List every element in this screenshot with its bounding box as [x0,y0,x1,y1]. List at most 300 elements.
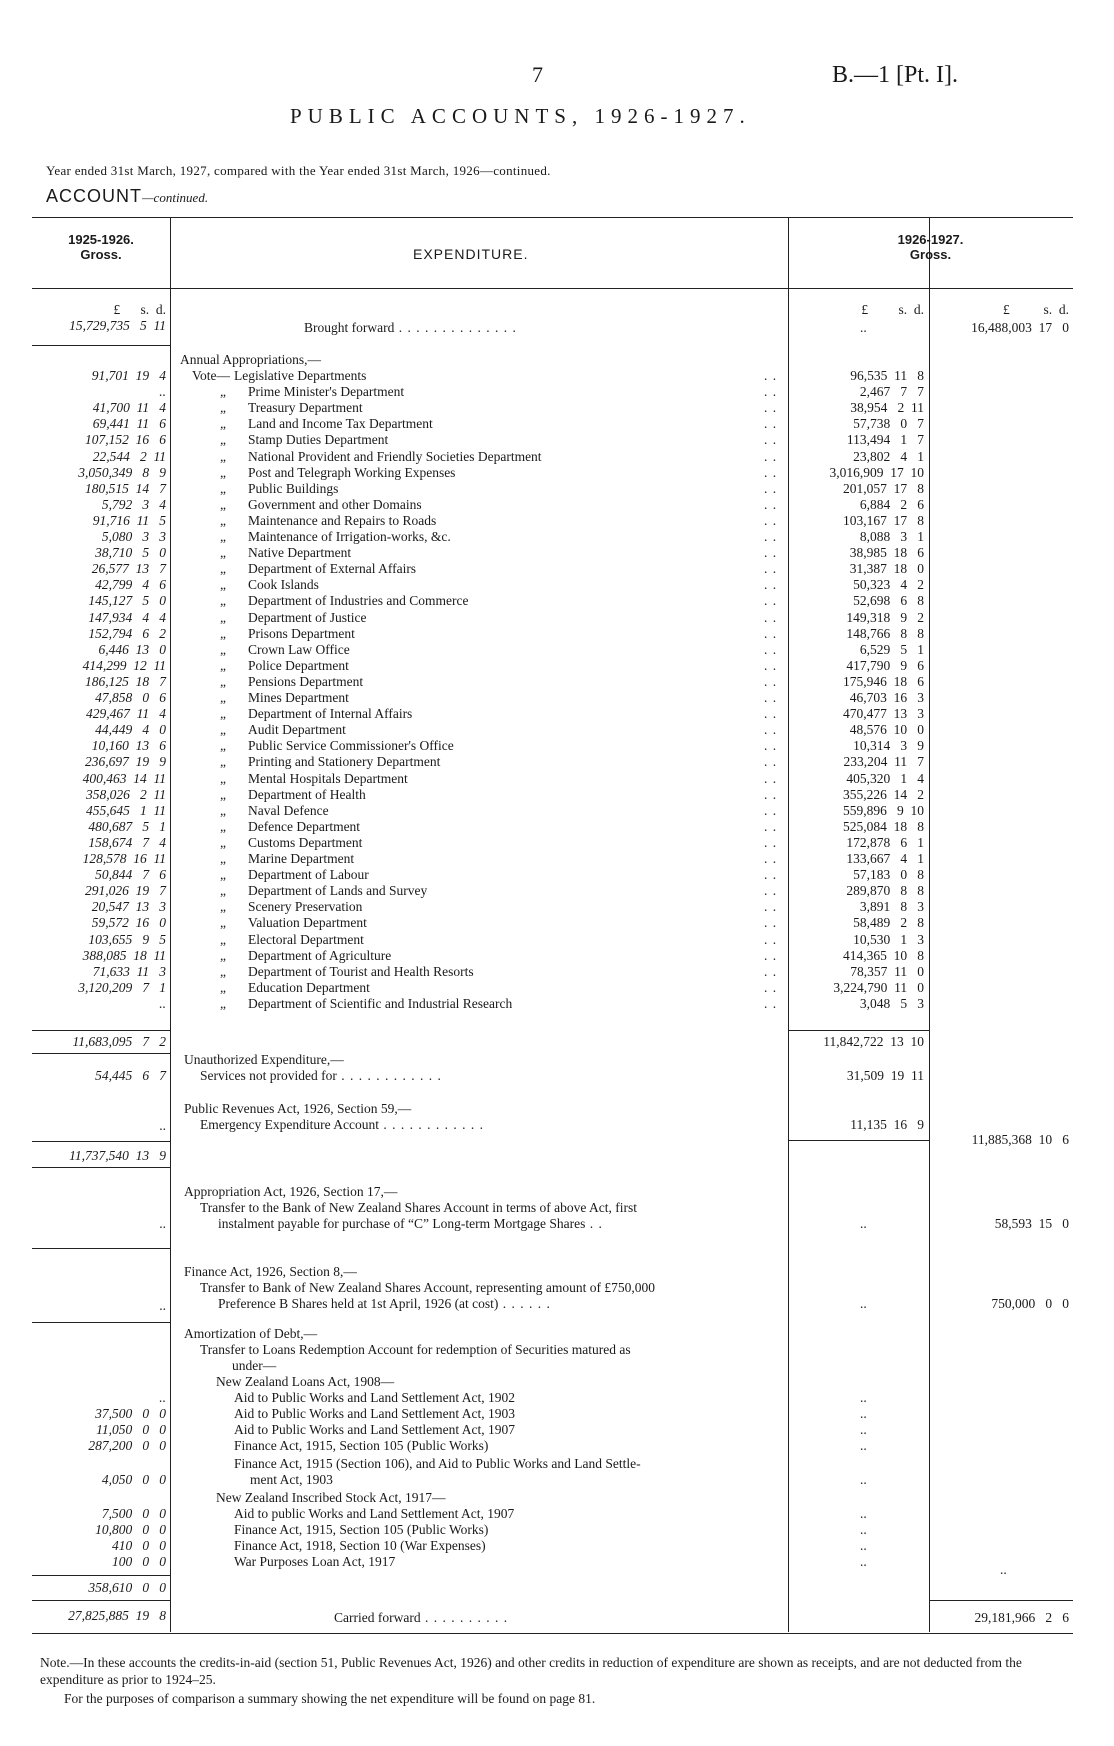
rule [788,1030,929,1031]
pra-cur: 11,135 16 9 [850,1117,924,1132]
finance-prev: .. [159,1298,166,1313]
leader-dots: . . [764,787,778,802]
amortization-prev-amount: 10,800 0 0 [95,1522,166,1537]
vote-prev-amount: 59,572 16 0 [91,915,166,930]
vote-label: Prime Minister's Department [248,384,405,399]
vote-label: Maintenance of Irrigation-works, &c. [248,529,451,544]
vote-prefix: Vote— [192,368,231,383]
account-heading [46,186,208,207]
vote-label: Valuation Department [248,915,367,930]
vote-cur-amount: 6,529 5 1 [859,642,924,657]
vote-cur-amount: 48,576 10 0 [849,722,924,737]
brought-forward-c2: 16,488,003 17 0 [971,320,1069,335]
vote-prev-amount: 3,120,209 7 1 [78,980,166,995]
vote-cur-amount: 289,870 8 8 [846,883,924,898]
carried-forward-text: Carried forward [334,1610,421,1625]
amortization-cur-amount: .. [860,1522,867,1537]
column-heading-1925-gross: Gross. [80,247,122,262]
vote-prev-amount: 91,701 19 4 [91,368,166,383]
vote-prefix: „ [220,384,226,399]
vote-cur-amount: 57,183 0 8 [853,867,924,882]
rule [32,1030,170,1031]
appropriation-c1: .. [860,1216,867,1231]
vote-cur-amount: 414,365 10 8 [843,948,924,963]
amortization-label: Aid to public Works and Land Settlement Act, 1907 [234,1506,515,1521]
vote-prefix: „ [220,690,226,705]
note-summary: For the purposes of comparison a summary showing the net expenditure will be found on page 81. [64,1691,596,1706]
vote-prev-amount: .. [159,996,166,1011]
vote-prev-amount: 69,441 11 6 [92,416,166,431]
appropriation-line2-text: instalment payable for purchase of “C” Long-term Mortgage Shares [218,1216,586,1231]
vote-prev-amount: 50,844 7 6 [95,867,166,882]
pra-prev: .. [159,1118,166,1133]
vote-label: Post and Telegraph Working Expenses [248,465,456,480]
vote-prefix: „ [220,593,226,608]
vote-cur-amount: 172,878 6 1 [846,835,924,850]
vote-label: Maintenance and Repairs to Roads [248,513,437,528]
vote-prefix: „ [220,481,226,496]
vote-prefix: „ [220,610,226,625]
amortization-line1: Transfer to Loans Redemption Account for redemption of Securities matured as [200,1342,631,1357]
vote-prev-amount: 42,799 4 6 [95,577,166,592]
vote-label: Police Department [248,658,349,673]
vote-label: Stamp Duties Department [248,432,389,447]
vote-label: Crown Law Office [248,642,350,657]
vote-prefix: „ [220,851,226,866]
vote-prev-amount: 41,700 11 4 [92,400,166,415]
vote-prev-amount: 20,547 13 3 [91,899,166,914]
leader-dots: . . [764,899,778,914]
unauthorized-label: Services not provided for . . . . . . . . . . . . [200,1068,442,1083]
note-credits-in-aid: Note.—In these accounts the credits-in-aid (section 51, Public Revenues Act, 1926) and other credits in reduction of expenditure are shown as receipts, and are not deducted from the expenditure as prior to 1924–25. [40,1655,1022,1687]
amortization-prev-amount: 287,200 0 0 [88,1438,166,1453]
vote-label: Customs Department [248,835,363,850]
vote-label: Department of External Affairs [248,561,417,576]
rule [788,1140,929,1141]
document-reference: B.—1 [Pt. I]. [832,62,958,88]
nz-loans-heading: New Zealand Loans Act, 1908— [216,1374,395,1389]
vote-prefix: „ [220,867,226,882]
leader-dots: . . [764,738,778,753]
vote-prev-amount: 236,697 19 9 [85,754,166,769]
vote-prefix: „ [220,819,226,834]
amortization-label-cont: ment Act, 1903 [250,1472,333,1487]
page-title: PUBLIC ACCOUNTS, 1926-1927. [290,104,751,128]
vote-label: Education Department [248,980,370,995]
carried-forward-label: Carried forward . . . . . . . . . . [334,1610,509,1625]
vote-label: Scenery Preservation [248,899,363,914]
amortization-cur-amount: .. [860,1422,867,1437]
amortization-total-c2: .. [1000,1562,1007,1577]
vote-label: Department of Agriculture [248,948,392,963]
header-rule [32,288,1073,289]
pra-text: Emergency Expenditure Account [200,1117,379,1132]
vote-prev-amount: 145,127 5 0 [88,593,166,608]
finance-line1: Transfer to Bank of New Zealand Shares Account, representing amount of £750,000 [200,1280,656,1295]
vote-label: Department of Justice [248,610,367,625]
leader-dots: . . [764,384,778,399]
vote-prefix: „ [220,722,226,737]
vote-cur-amount: 58,489 2 8 [853,915,924,930]
vote-cur-amount: 96,535 11 8 [850,368,924,383]
vote-prefix: „ [220,835,226,850]
account-label: ACCOUNT [46,186,142,206]
finance-line2: Preference B Shares held at 1st April, 1926 (at cost) . . . . . . [218,1296,551,1311]
column-heading-1926-gross: Gross. [909,247,952,262]
leader-dots: . . [764,964,778,979]
leader-dots: . . [764,674,778,689]
leader-dots: . . [764,996,778,1011]
vote-label: Department of Health [248,787,366,802]
vote-label: Pensions Department [248,674,364,689]
amortization-total-prev: 358,610 0 0 [88,1580,166,1595]
rule [32,1575,170,1576]
leader-dots: . . [764,432,778,447]
nz-stock-heading: New Zealand Inscribed Stock Act, 1917— [216,1490,446,1505]
leader-dots: . . [764,980,778,995]
vote-label: Prisons Department [248,626,355,641]
appropriation-line2: instalment payable for purchase of “C” Long-term Mortgage Shares . . [218,1216,603,1231]
vote-prefix: „ [220,964,226,979]
vote-prev-amount: 26,577 13 7 [91,561,166,576]
amortization-prev-amount: 11,050 0 0 [96,1422,166,1437]
vote-cur-amount: 3,891 8 3 [859,899,924,914]
vote-prefix: „ [220,642,226,657]
vote-cur-amount: 46,703 16 3 [849,690,924,705]
vote-cur-amount: 38,954 2 11 [850,400,924,415]
vote-cur-amount: 201,057 17 8 [843,481,924,496]
amortization-prev-amount: 100 0 0 [112,1554,166,1569]
vote-prev-amount: 480,687 5 1 [88,819,166,834]
annual-appropriations-heading: Annual Appropriations,— [180,352,321,367]
rule [32,1248,170,1249]
vote-label: Department of Lands and Survey [248,883,428,898]
vote-prev-amount: 71,633 11 3 [92,964,166,979]
amortization-label: Finance Act, 1915, Section 105 (Public Works) [234,1438,489,1453]
finance-c2: 750,000 0 0 [991,1296,1069,1311]
page-number: 7 [532,62,543,87]
vote-prev-amount: 44,449 4 0 [95,722,166,737]
units-c2: £ s. d. [1002,302,1069,317]
vote-cur-amount: 405,320 1 4 [846,771,924,786]
amortization-cur-amount: .. [860,1390,867,1405]
vote-cur-amount: 38,985 18 6 [849,545,924,560]
column-heading-1925 [32,232,170,262]
brought-forward-c1: .. [860,320,867,335]
column-heading-expenditure: EXPENDITURE. [413,246,529,262]
vote-prev-amount: 10,160 13 6 [91,738,166,753]
vote-label: Public Service Commissioner's Office [248,738,454,753]
vote-cur-amount: 355,226 14 2 [843,787,924,802]
leader-dots: . . [764,449,778,464]
rule [32,1600,170,1601]
vote-prev-amount: 38,710 5 0 [95,545,166,560]
vote-prev-amount: 5,080 3 3 [101,529,166,544]
vote-label: Electoral Department [248,932,364,947]
leader-dots: . . [764,835,778,850]
vote-cur-amount: 417,790 9 6 [846,658,924,673]
column-heading-1926-year: 1926-1927. [897,232,964,247]
leader-dots: . . [764,851,778,866]
vote-label: Native Department [248,545,352,560]
vote-cur-amount: 3,048 5 3 [859,996,924,1011]
vote-cur-amount: 525,084 18 8 [843,819,924,834]
vote-cur-amount: 233,204 11 7 [843,754,924,769]
vote-label: Government and other Domains [248,497,422,512]
amortization-cur-amount: .. [860,1472,867,1487]
vote-prev-amount: 6,446 13 0 [98,642,166,657]
amortization-label: War Purposes Loan Act, 1917 [234,1554,396,1569]
carried-forward-prev: 27,825,885 19 8 [68,1608,166,1623]
vote-prefix: „ [220,658,226,673]
vote-prev-amount: 186,125 18 7 [85,674,166,689]
vote-cur-amount: 3,016,909 17 10 [829,465,924,480]
rule [929,1600,1073,1601]
leader-dots: . . [764,561,778,576]
vote-label: Mines Department [248,690,349,705]
vote-label: Mental Hospitals Department [248,771,408,786]
vote-cur-amount: 57,738 0 7 [853,416,924,431]
vote-prefix: „ [220,787,226,802]
vote-cur-amount: 113,494 1 7 [846,432,924,447]
appropriation-c2: 58,593 15 0 [994,1216,1069,1231]
leader-dots: . . [764,368,778,383]
vote-prefix: „ [220,626,226,641]
leader-dots: . . [764,481,778,496]
vote-prefix: „ [220,449,226,464]
page-subtitle: Year ended 31st March, 1927, compared with the Year ended 31st March, 1926—continued. [46,163,551,178]
vote-prev-amount: 158,674 7 4 [88,835,166,850]
leader-dots: . . [764,803,778,818]
vote-cur-amount: 52,698 6 8 [853,593,924,608]
vote-cur-amount: 470,477 13 3 [843,706,924,721]
vote-label: Treasury Department [248,400,363,415]
rule [32,345,170,346]
leader-dots: . . [764,610,778,625]
vote-prefix: „ [220,996,226,1011]
vote-cur-amount: 133,667 4 1 [846,851,924,866]
amortization-label: Aid to Public Works and Land Settlement Act, 1902 [234,1390,516,1405]
unauthorized-text: Services not provided for [200,1068,337,1083]
vote-prev-amount: .. [159,384,166,399]
units-prev: £ s. d. [113,302,166,317]
vote-label: Marine Department [248,851,355,866]
amortization-label: Aid to Public Works and Land Settlement Act, 1903 [234,1406,516,1421]
vote-label: National Provident and Friendly Societies Department [248,449,542,464]
vote-prev-amount: 107,152 16 6 [85,432,166,447]
subtotal-prev: 11,737,540 13 9 [69,1148,166,1163]
vote-prev-amount: 388,085 18 11 [82,948,166,963]
vote-prev-amount: 103,655 9 5 [88,932,166,947]
column-rule [929,217,930,1632]
amortization-cur-amount: .. [860,1406,867,1421]
vote-label: Department of Internal Affairs [248,706,413,721]
vote-prev-amount: 400,463 14 11 [82,771,166,786]
annual-total-cur: 11,842,722 13 10 [823,1034,924,1049]
vote-prev-amount: 128,578 16 11 [82,851,166,866]
vote-cur-amount: 103,167 17 8 [843,513,924,528]
vote-prefix: „ [220,545,226,560]
vote-prefix: „ [220,416,226,431]
vote-prev-amount: 91,716 11 5 [92,513,166,528]
leader-dots: . . [764,416,778,431]
vote-cur-amount: 50,323 4 2 [853,577,924,592]
vote-cur-amount: 23,802 4 1 [853,449,924,464]
vote-prefix: „ [220,803,226,818]
leader-dots: . . [764,497,778,512]
vote-prefix: „ [220,577,226,592]
vote-cur-amount: 10,530 1 3 [853,932,924,947]
amortization-label: Finance Act, 1915, Section 105 (Public Works) [234,1522,489,1537]
leader-dots: . . [764,626,778,641]
vote-prev-amount: 455,645 1 11 [86,803,166,818]
appropriation-heading: Appropriation Act, 1926, Section 17,— [184,1184,398,1199]
vote-cur-amount: 559,896 9 10 [843,803,924,818]
leader-dots: . . [764,577,778,592]
brought-forward-prev: 15,729,735 5 11 [69,318,166,333]
unauthorized-heading: Unauthorized Expenditure,— [184,1052,344,1067]
vote-cur-amount: 148,766 8 8 [846,626,924,641]
rule [32,1053,170,1054]
vote-prefix: „ [220,899,226,914]
vote-prefix: „ [220,771,226,786]
leader-dots: . . [764,706,778,721]
leader-dots: . . [764,722,778,737]
vote-prefix: „ [220,400,226,415]
vote-label: Department of Scientific and Industrial Research [248,996,513,1011]
brought-forward-text: Brought forward [304,320,395,335]
vote-prefix: „ [220,883,226,898]
vote-label: Defence Department [248,819,361,834]
leader-dots: . . [764,642,778,657]
vote-prev-amount: 429,467 11 4 [86,706,166,721]
leader-dots: . . [764,883,778,898]
vote-prev-amount: 147,934 4 4 [88,610,166,625]
leader-dots: . . [764,932,778,947]
leader-dots: . . [764,915,778,930]
amortization-cur-amount: .. [860,1554,867,1569]
vote-cur-amount: 31,387 18 0 [849,561,924,576]
leader-dots: . . [764,658,778,673]
vote-prev-amount: 47,858 0 6 [95,690,166,705]
vote-prefix: „ [220,738,226,753]
vote-prefix: „ [220,432,226,447]
vote-cur-amount: 8,088 3 1 [859,529,924,544]
amortization-line2: under— [232,1358,277,1373]
rule [32,1141,170,1142]
amortization-prev-amount: 37,500 0 0 [95,1406,166,1421]
leader-dots: . . [764,545,778,560]
column-heading-1926 [788,232,1073,262]
amortization-prev-amount: 410 0 0 [112,1538,166,1553]
vote-prev-amount: 152,794 6 2 [88,626,166,641]
vote-cur-amount: 10,314 3 9 [853,738,924,753]
amortization-label: Finance Act, 1918, Section 10 (War Expenses) [234,1538,486,1553]
vote-cur-amount: 78,357 11 0 [850,964,924,979]
vote-label: Printing and Stationery Department [248,754,441,769]
vote-label: Naval Defence [248,803,329,818]
amortization-heading: Amortization of Debt,— [184,1326,318,1341]
amortization-label: Finance Act, 1915 (Section 106), and Aid to Public Works and Land Settle- [234,1456,641,1471]
vote-label: Department of Tourist and Health Resorts [248,964,474,979]
unauthorized-cur: 31,509 19 11 [846,1068,924,1083]
leader-dots: . . [764,400,778,415]
pra-heading: Public Revenues Act, 1926, Section 59,— [184,1101,412,1116]
amortization-cur-amount: .. [860,1506,867,1521]
vote-label: Public Buildings [248,481,339,496]
leader-dots: . . [764,771,778,786]
vote-label: Legislative Departments [234,368,367,383]
vote-prefix: „ [220,674,226,689]
leader-dots: . . [764,948,778,963]
vote-prefix: „ [220,513,226,528]
vote-label: Department of Industries and Commerce [248,593,469,608]
vote-label: Department of Labour [248,867,369,882]
vote-prev-amount: 291,026 19 7 [85,883,166,898]
subtotal-c2: 11,885,368 10 6 [971,1132,1069,1147]
vote-label: Audit Department [248,722,346,737]
vote-label: Land and Income Tax Department [248,416,433,431]
vote-cur-amount: 2,467 7 7 [859,384,924,399]
leader-dots: . . [764,513,778,528]
vote-cur-amount: 149,318 9 2 [846,610,924,625]
vote-prefix: „ [220,948,226,963]
account-continued: —continued. [142,190,209,205]
brought-forward-label: Brought forward . . . . . . . . . . . . . . [304,320,517,335]
annual-total-prev: 11,683,095 7 2 [72,1034,166,1049]
finance-line2-text: Preference B Shares held at 1st April, 1926 (at cost) [218,1296,499,1311]
column-rule [170,217,171,1632]
vote-prefix: „ [220,529,226,544]
vote-cur-amount: 175,946 18 6 [843,674,924,689]
amortization-cur-amount: .. [860,1438,867,1453]
finance-heading: Finance Act, 1926, Section 8,— [184,1264,357,1279]
carried-forward-c2: 29,181,966 2 6 [974,1610,1069,1625]
leader-dots: . . [764,465,778,480]
vote-prev-amount: 414,299 12 11 [82,658,166,673]
amortization-prev-amount: 7,500 0 0 [101,1506,166,1521]
rule [32,1167,170,1168]
leader-dots: . . [764,754,778,769]
vote-prefix: „ [220,706,226,721]
leader-dots: . . [764,690,778,705]
amortization-label: Aid to Public Works and Land Settlement Act, 1907 [234,1422,516,1437]
appropriation-prev: .. [159,1216,166,1231]
vote-prefix: „ [220,980,226,995]
pra-label: Emergency Expenditure Account . . . . . . . . . . . . [200,1117,484,1132]
amortization-cur-amount: .. [860,1538,867,1553]
leader-dots: . . [764,819,778,834]
vote-prev-amount: 180,515 14 7 [85,481,166,496]
vote-prefix: „ [220,497,226,512]
vote-prev-amount: 358,026 2 11 [86,787,166,802]
vote-prefix: „ [220,932,226,947]
column-heading-1925-year: 1925-1926. [68,232,134,247]
vote-cur-amount: 6,884 2 6 [859,497,924,512]
vote-prev-amount: 22,544 2 11 [92,449,166,464]
rule [32,1322,170,1323]
vote-cur-amount: 3,224,790 11 0 [833,980,924,995]
units-c1: £ s. d. [861,302,924,317]
vote-prefix: „ [220,465,226,480]
vote-prefix: „ [220,561,226,576]
vote-prefix: „ [220,754,226,769]
appropriation-line1: Transfer to the Bank of New Zealand Shares Account in terms of above Act, first [200,1200,638,1215]
leader-dots: . . [764,529,778,544]
amortization-prev-amount: .. [159,1390,166,1405]
amortization-prev-amount: 4,050 0 0 [101,1472,166,1487]
vote-prev-amount: 5,792 3 4 [101,497,166,512]
